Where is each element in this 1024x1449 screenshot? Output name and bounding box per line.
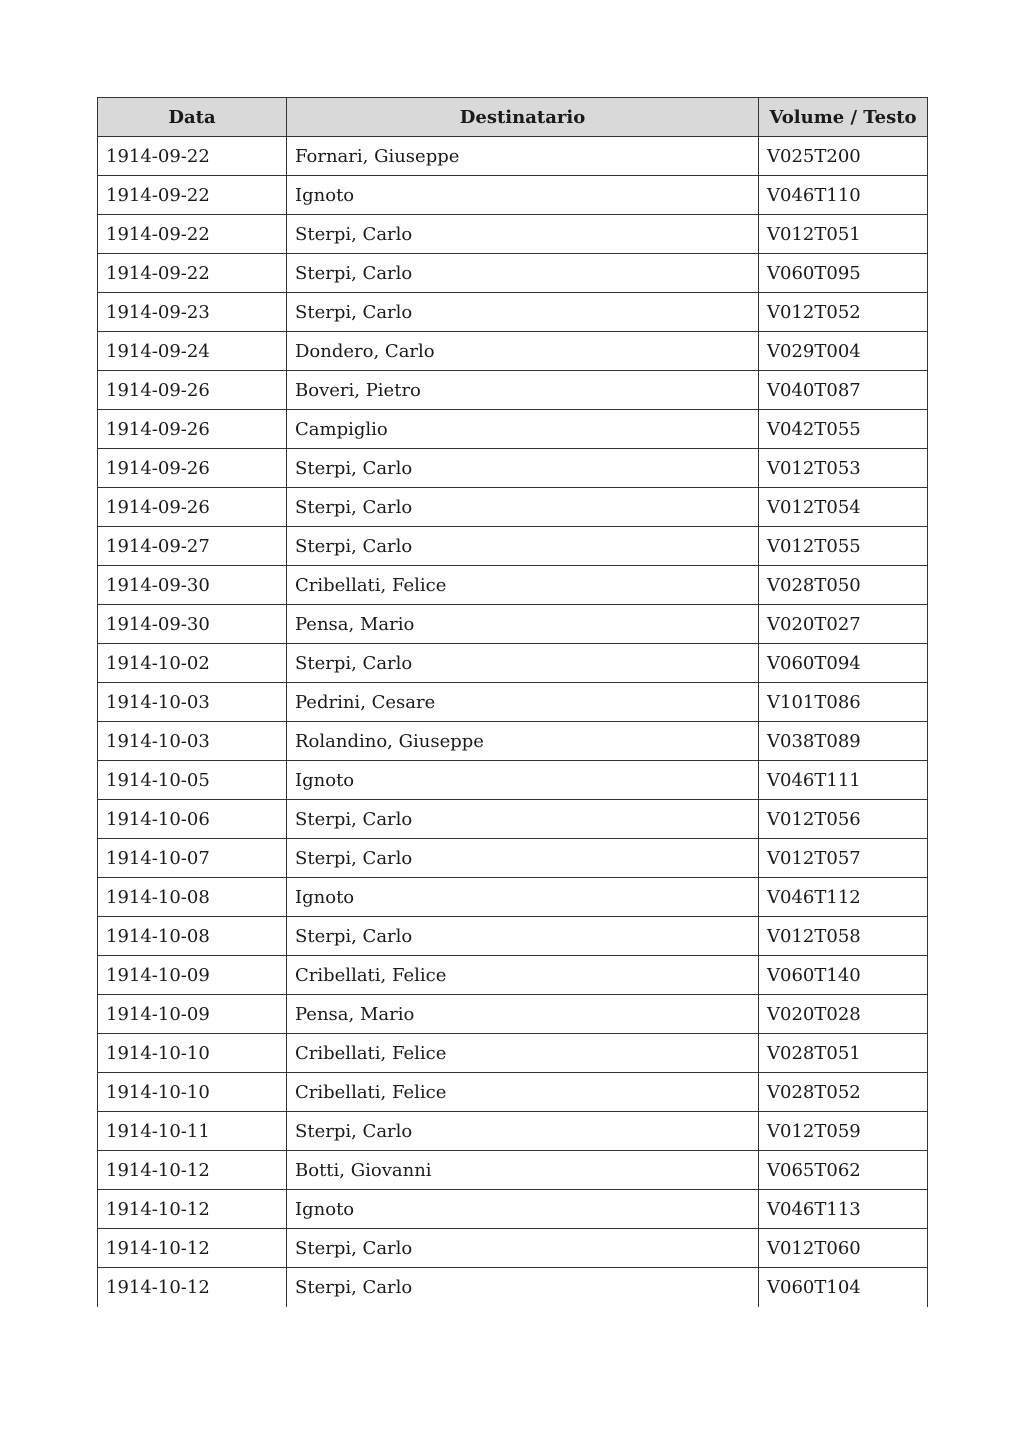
table-header: [98, 98, 928, 137]
cell-recipient: Botti, Giovanni: [287, 1151, 759, 1190]
cell-volume: V012T060: [759, 1229, 928, 1268]
cell-volume: V101T086: [759, 683, 928, 722]
cell-recipient: Sterpi, Carlo: [287, 839, 759, 878]
cell-recipient: Ignoto: [287, 1190, 759, 1229]
table-row: [98, 722, 928, 761]
cell-recipient: Cribellati, Felice: [287, 956, 759, 995]
cell-date: 1914-10-10: [98, 1034, 287, 1073]
cell-date: 1914-10-12: [98, 1229, 287, 1268]
cell-recipient: Sterpi, Carlo: [287, 254, 759, 293]
cell-recipient: Cribellati, Felice: [287, 1034, 759, 1073]
cell-volume: V020T027: [759, 605, 928, 644]
table-row: [98, 566, 928, 605]
table-row: [98, 839, 928, 878]
cell-recipient: Cribellati, Felice: [287, 1073, 759, 1112]
cell-date: 1914-09-26: [98, 371, 287, 410]
cell-volume: V012T053: [759, 449, 928, 488]
cell-date: 1914-09-30: [98, 566, 287, 605]
cell-recipient: Sterpi, Carlo: [287, 1112, 759, 1151]
table-row: [98, 761, 928, 800]
cell-recipient: Campiglio: [287, 410, 759, 449]
table-body: [98, 137, 928, 1307]
cell-volume: V012T054: [759, 488, 928, 527]
cell-recipient: Pensa, Mario: [287, 995, 759, 1034]
cell-recipient: Sterpi, Carlo: [287, 449, 759, 488]
cell-volume: V060T140: [759, 956, 928, 995]
table-row: [98, 956, 928, 995]
cell-date: 1914-09-23: [98, 293, 287, 332]
cell-volume: V028T052: [759, 1073, 928, 1112]
cell-date: 1914-09-30: [98, 605, 287, 644]
column-header-recipient: Destinatario: [287, 98, 759, 137]
table-row: [98, 605, 928, 644]
column-header-date: Data: [98, 98, 287, 137]
table-row: [98, 215, 928, 254]
table-row: [98, 293, 928, 332]
cell-recipient: Pedrini, Cesare: [287, 683, 759, 722]
table-row: [98, 1229, 928, 1268]
cell-recipient: Rolandino, Giuseppe: [287, 722, 759, 761]
cell-volume: V046T113: [759, 1190, 928, 1229]
cell-date: 1914-10-09: [98, 995, 287, 1034]
cell-date: 1914-10-12: [98, 1268, 287, 1307]
table-row: [98, 332, 928, 371]
cell-recipient: Ignoto: [287, 878, 759, 917]
cell-recipient: Sterpi, Carlo: [287, 488, 759, 527]
cell-date: 1914-10-03: [98, 683, 287, 722]
cell-date: 1914-10-10: [98, 1073, 287, 1112]
cell-volume: V060T104: [759, 1268, 928, 1307]
letters-table: [97, 97, 928, 1307]
cell-recipient: Pensa, Mario: [287, 605, 759, 644]
cell-recipient: Fornari, Giuseppe: [287, 137, 759, 176]
cell-volume: V028T050: [759, 566, 928, 605]
table-row: [98, 137, 928, 176]
table-row: [98, 1268, 928, 1307]
cell-date: 1914-09-24: [98, 332, 287, 371]
cell-volume: V012T057: [759, 839, 928, 878]
cell-date: 1914-09-22: [98, 137, 287, 176]
cell-date: 1914-09-26: [98, 488, 287, 527]
cell-volume: V012T055: [759, 527, 928, 566]
cell-recipient: Sterpi, Carlo: [287, 527, 759, 566]
table-row: [98, 878, 928, 917]
cell-recipient: Ignoto: [287, 176, 759, 215]
table-row: [98, 1073, 928, 1112]
cell-volume: V025T200: [759, 137, 928, 176]
cell-volume: V020T028: [759, 995, 928, 1034]
table-row: [98, 917, 928, 956]
table-header-row: [98, 98, 928, 137]
cell-volume: V012T058: [759, 917, 928, 956]
cell-volume: V029T004: [759, 332, 928, 371]
cell-volume: V038T089: [759, 722, 928, 761]
cell-date: 1914-10-02: [98, 644, 287, 683]
cell-date: 1914-10-03: [98, 722, 287, 761]
cell-recipient: Dondero, Carlo: [287, 332, 759, 371]
cell-recipient: Cribellati, Felice: [287, 566, 759, 605]
column-header-volume: Volume / Testo: [759, 98, 928, 137]
cell-volume: V042T055: [759, 410, 928, 449]
table-row: [98, 995, 928, 1034]
cell-recipient: Sterpi, Carlo: [287, 215, 759, 254]
cell-recipient: Boveri, Pietro: [287, 371, 759, 410]
cell-recipient: Sterpi, Carlo: [287, 644, 759, 683]
table-row: [98, 488, 928, 527]
cell-recipient: Sterpi, Carlo: [287, 917, 759, 956]
cell-volume: V028T051: [759, 1034, 928, 1073]
table-row: [98, 1190, 928, 1229]
cell-date: 1914-10-11: [98, 1112, 287, 1151]
table-row: [98, 683, 928, 722]
cell-volume: V012T051: [759, 215, 928, 254]
cell-volume: V046T110: [759, 176, 928, 215]
cell-date: 1914-10-07: [98, 839, 287, 878]
cell-date: 1914-10-12: [98, 1190, 287, 1229]
table-row: [98, 800, 928, 839]
table-row: [98, 410, 928, 449]
table-row: [98, 1034, 928, 1073]
cell-recipient: Sterpi, Carlo: [287, 800, 759, 839]
cell-date: 1914-09-22: [98, 176, 287, 215]
cell-date: 1914-10-05: [98, 761, 287, 800]
table-row: [98, 254, 928, 293]
cell-recipient: Ignoto: [287, 761, 759, 800]
cell-date: 1914-10-09: [98, 956, 287, 995]
cell-volume: V060T095: [759, 254, 928, 293]
table-row: [98, 527, 928, 566]
cell-volume: V065T062: [759, 1151, 928, 1190]
cell-recipient: Sterpi, Carlo: [287, 1268, 759, 1307]
cell-date: 1914-10-12: [98, 1151, 287, 1190]
cell-volume: V012T052: [759, 293, 928, 332]
cell-recipient: Sterpi, Carlo: [287, 1229, 759, 1268]
cell-date: 1914-09-22: [98, 215, 287, 254]
cell-volume: V046T111: [759, 761, 928, 800]
cell-volume: V012T056: [759, 800, 928, 839]
cell-date: 1914-10-08: [98, 917, 287, 956]
table-row: [98, 1112, 928, 1151]
cell-volume: V060T094: [759, 644, 928, 683]
cell-recipient: Sterpi, Carlo: [287, 293, 759, 332]
cell-date: 1914-09-22: [98, 254, 287, 293]
table-row: [98, 176, 928, 215]
cell-date: 1914-10-06: [98, 800, 287, 839]
cell-date: 1914-10-08: [98, 878, 287, 917]
table-row: [98, 644, 928, 683]
cell-volume: V046T112: [759, 878, 928, 917]
cell-volume: V040T087: [759, 371, 928, 410]
table-row: [98, 449, 928, 488]
table-row: [98, 371, 928, 410]
cell-volume: V012T059: [759, 1112, 928, 1151]
cell-date: 1914-09-27: [98, 527, 287, 566]
table-row: [98, 1151, 928, 1190]
cell-date: 1914-09-26: [98, 410, 287, 449]
cell-date: 1914-09-26: [98, 449, 287, 488]
